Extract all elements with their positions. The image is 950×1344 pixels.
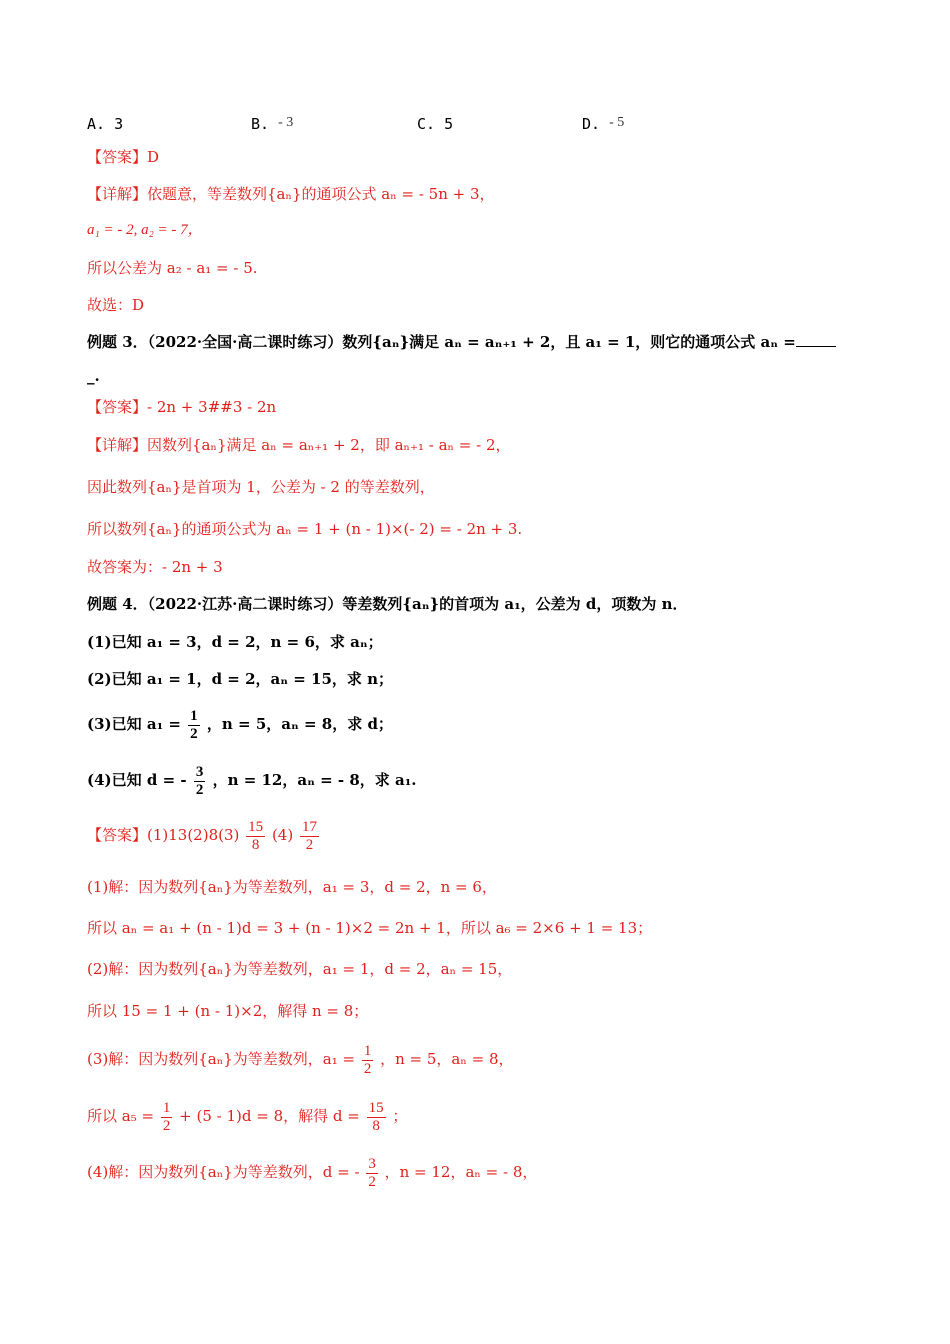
fraction-numerator: 1 [363, 1042, 372, 1059]
fraction-numerator: 17 [301, 818, 317, 835]
ex3-title [87, 331, 836, 353]
choice-b-label: B. [251, 115, 270, 133]
fraction-numerator: 1 [190, 707, 198, 724]
choice-b-value: - 3 [278, 115, 294, 130]
fraction-one-half [188, 708, 200, 743]
ex3-title-end: _. [87, 367, 100, 385]
q2-answer: 【答案】D [87, 148, 160, 166]
choice-a: A. 3 [87, 115, 124, 133]
ex4-solution-3b-pre: 所以 a₅ = [87, 1107, 155, 1125]
ex4-solution-3a-pre: (3)解：因为数列{aₙ}为等差数列，a₁ = [87, 1050, 356, 1068]
ex4-solution-3b-post: ； [392, 1107, 408, 1125]
fraction-fifteen-eighths [367, 1100, 386, 1135]
ex3-detail-1: 【详解】因数列{aₙ}满足 aₙ = aₙ₊₁ + 2，即 aₙ₊₁ - aₙ = - 2， [87, 436, 511, 454]
fraction-numerator: 3 [368, 1155, 376, 1172]
ex4-solution-1a: (1)解：因为数列{aₙ}为等差数列，a₁ = 3，d = 2，n = 6， [87, 878, 497, 896]
choice-d [582, 115, 624, 134]
fraction-denominator: 8 [251, 836, 260, 853]
fraction-denominator: 8 [372, 1117, 380, 1134]
fraction-three-halves [366, 1156, 378, 1191]
ex4-part-3-pre: (3)已知 a₁ = [87, 715, 181, 733]
fraction-fifteen-eighths [246, 819, 265, 854]
ex3-title-text: 例题 3．（2022·全国·高二课时练习）数列{aₙ}满足 aₙ = aₙ₊₁ + 2，且 a₁ = 1，则它的通项公式 aₙ = [87, 333, 796, 351]
fraction-denominator: 2 [162, 1117, 171, 1134]
fraction-denominator: 2 [368, 1173, 376, 1190]
choice-d-value: - 5 [609, 115, 625, 130]
ex4-part-1: (1)已知 a₁ = 3，d = 2，n = 6，求 aₙ； [87, 633, 383, 651]
ex4-solution-2a: (2)解：因为数列{aₙ}为等差数列，a₁ = 1，d = 2，aₙ = 15， [87, 960, 513, 978]
ex3-answer: 【答案】- 2n + 3##3 - 2n [87, 398, 277, 416]
ex3-detail-2: 因此数列{aₙ}是首项为 1，公差为 - 2 的等差数列， [87, 478, 435, 496]
ex4-answer [87, 815, 321, 855]
fraction-denominator: 2 [190, 725, 198, 742]
ex4-answer-mid: (4) [271, 826, 294, 844]
ex3-answer-blank [796, 332, 836, 347]
ex4-solution-2b: 所以 15 = 1 + (n - 1)×2，解得 n = 8； [87, 1002, 369, 1020]
fraction-numerator: 15 [368, 1099, 384, 1116]
ex4-part-3 [87, 704, 393, 744]
ex4-solution-3a [87, 1039, 514, 1079]
ex4-title: 例题 4．（2022·江苏·高二课时练习）等差数列{aₙ}的首项为 a₁，公差为 d，项数为 n． [87, 595, 688, 613]
ex4-solution-4-post: ，n = 12，aₙ = - 8， [384, 1163, 538, 1181]
choice-d-label: D. [582, 115, 601, 133]
fraction-denominator: 2 [195, 781, 204, 798]
ex4-solution-1b: 所以 aₙ = a₁ + (n - 1)d = 3 + (n - 1)×2 = 2n + 1，所以 a₆ = 2×6 + 1 = 13； [87, 919, 653, 937]
fraction-one-half [161, 1100, 173, 1135]
choice-c: C. 5 [417, 115, 454, 133]
ex4-part-4-post: ，n = 12，aₙ = - 8，求 a₁. [212, 771, 417, 789]
fraction-seventeen-halves [300, 819, 319, 854]
choice-b [251, 115, 293, 134]
fraction-one-half [362, 1043, 374, 1078]
ex4-part-4 [87, 760, 417, 800]
ex4-part-4-pre: (4)已知 d = - [87, 771, 187, 789]
fraction-numerator: 3 [195, 763, 204, 780]
ex4-part-2: (2)已知 a₁ = 1，d = 2，aₙ = 15，求 n； [87, 670, 394, 688]
ex3-detail-3: 所以数列{aₙ}的通项公式为 aₙ = 1 + (n - 1)×(- 2) = - 2n + 3. [87, 520, 523, 538]
fraction-numerator: 15 [248, 818, 264, 835]
ex4-answer-pre: 【答案】(1)13(2)8(3) [87, 826, 240, 844]
ex3-detail-4: 故答案为：- 2n + 3 [87, 558, 223, 576]
ex4-solution-3b-mid: + (5 - 1)d = 8，解得 d = [179, 1107, 360, 1125]
ex4-solution-4-pre: (4)解：因为数列{aₙ}为等差数列，d = - [87, 1163, 360, 1181]
ex4-solution-3b [87, 1096, 407, 1136]
ex4-part-3-post: ，n = 5，aₙ = 8，求 d； [206, 715, 393, 733]
fraction-three-halves [194, 764, 206, 799]
ex4-solution-4 [87, 1152, 537, 1192]
fraction-denominator: 2 [305, 836, 314, 853]
fraction-denominator: 2 [363, 1060, 372, 1077]
q2-detail-1: 【详解】依题意，等差数列{aₙ}的通项公式 aₙ = - 5n + 3， [87, 185, 495, 203]
q2-detail-3: 所以公差为 a₂ - a₁ = - 5. [87, 259, 258, 277]
ex4-solution-3a-post: ，n = 5，aₙ = 8， [380, 1050, 514, 1068]
fraction-numerator: 1 [162, 1099, 171, 1116]
q2-detail-2: a₁ = - 2, a₂ = - 7， [87, 222, 203, 238]
q2-detail-4: 故选：D [87, 296, 145, 314]
